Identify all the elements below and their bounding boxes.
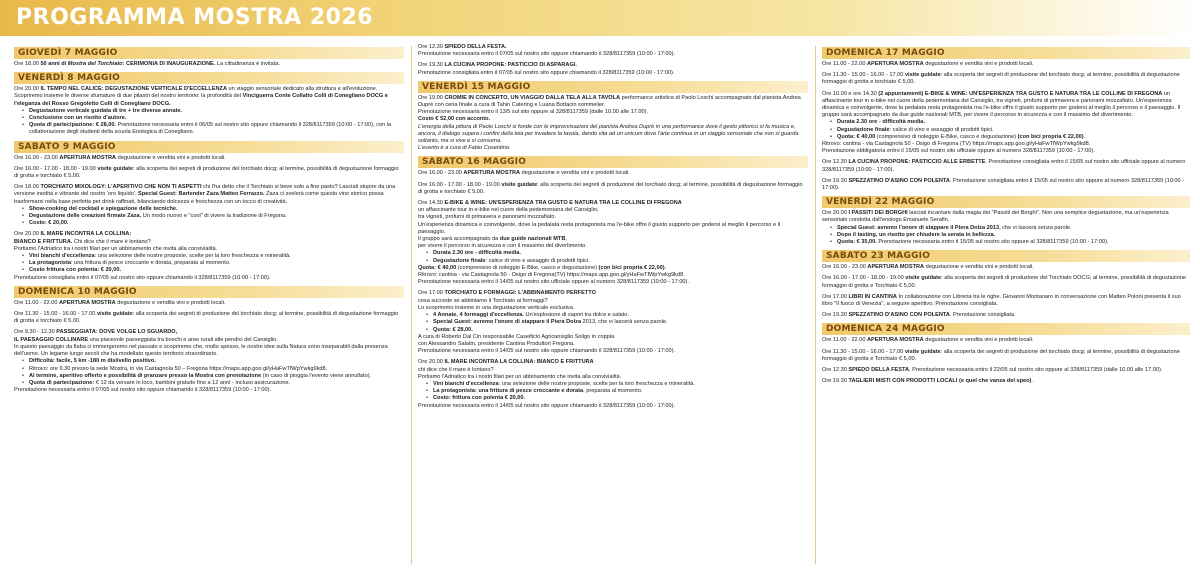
event-description — [14, 300, 404, 307]
event-entry — [418, 44, 808, 58]
event-text: La cittadinanza è invitata. — [215, 61, 281, 67]
event-highlight: Conclusione con un risotto d'autore. — [29, 115, 127, 122]
event-text: Un'esplosione di sapori tra dolce e salato. — [523, 312, 629, 319]
column-3 — [822, 44, 1190, 566]
event-text: Ore 11.30 - 15.00 - 16.00 - 17.00 — [822, 72, 905, 79]
event-entry — [822, 178, 1190, 192]
event-text: 2013, che vi lascerà senza parole. — [581, 319, 668, 326]
day-heading: SABATO 16 MAGGIO — [418, 156, 808, 168]
event-entry — [14, 311, 404, 325]
event-description — [14, 311, 404, 325]
event-highlight: (con bici propria € 22,00) — [1017, 133, 1084, 140]
event-highlight: visite guidate — [96, 311, 133, 318]
event-text: Prenotazione necessaria entro il 14/05 sul nostro sito ufficiale oppure al numero 328/8117359 (10:00 - 17:00). — [418, 279, 689, 286]
event-text: Ore 19.30 — [418, 62, 445, 69]
event-details-list — [426, 381, 808, 403]
day-heading: SABATO 9 MAGGIO — [14, 141, 404, 153]
event-highlight: due guide nazionali MTB — [499, 236, 566, 243]
event-highlight: Degustazione delle creazioni firmate Zaza. — [29, 213, 142, 220]
event-entry — [14, 166, 404, 180]
event-entry — [418, 290, 808, 355]
event-highlight: Quota: € 35,00. — [837, 239, 877, 246]
event-highlight: 4 Annate, 4 formaggi d'eccellenza. — [433, 312, 524, 319]
event-text: Ore 16.00 - 17.00 - 18.00 - 19.00 — [14, 165, 98, 172]
event-text: Ore 20.00 — [14, 86, 41, 93]
event-text: Un'esperienza dinamica e coinvolgente, dove la pedalata resta protagonista ma l'e-bike offre il giusto supporto per godersi al meglio il percorso e il paesaggio. — [418, 221, 781, 235]
event-detail-item — [426, 388, 808, 395]
event-entry — [822, 275, 1190, 289]
event-text: Un modo nuovo e "cool" di vivere la tradizione di Fregona. — [141, 213, 287, 220]
event-highlight: Vini bianchi d'eccellenza — [433, 380, 499, 387]
event-highlight: : CERIMONIA DI INAUGURAZIONE. — [122, 61, 216, 67]
event-entry — [418, 170, 808, 177]
day-heading: DOMENICA 17 MAGGIO — [822, 47, 1190, 59]
event-text: (comprensivo di noleggio E-Bike, casco e degustazione) — [456, 264, 599, 271]
event-text: , — [565, 236, 567, 243]
event-text: (comprensivo di noleggio E-Bike, casco e degustazione) — [875, 133, 1018, 140]
event-description — [418, 95, 808, 153]
event-detail-item — [22, 366, 404, 373]
event-text: Ore 12.30 — [418, 44, 445, 50]
event-text: tra vigneti, profumi di primavera e panorami mozzafiato. — [418, 214, 557, 221]
event-entry — [822, 337, 1190, 344]
event-description — [822, 159, 1190, 173]
event-details-list — [22, 108, 404, 137]
event-text: L'energia della pittura di Paolo Loschi si fonde con le improvvisazioni del pianista Andrea Duprè in una performance dove il gesto pittorico si fa musica e, ancora, il dialogo supera i confini della tela per invadere la tavola, dando vita ad un unicum dove l'arte continua in un viaggio sensoriale che non si guarda soltanto, ma si vive e si consuma. — [418, 123, 799, 145]
event-text: Ore 19.30 — [822, 378, 849, 385]
event-text: Ore 11.00 - 22.00 — [822, 61, 867, 67]
event-text: Ore 19.00 — [418, 94, 445, 101]
event-description — [822, 337, 1190, 344]
event-highlight: Dopo il tasting, un risotto per chiudere la serata in bellezza. — [837, 231, 996, 238]
event-text: Ore 14.30 — [418, 200, 445, 207]
event-details-list — [830, 225, 1190, 247]
event-detail-item — [22, 373, 404, 380]
event-highlight: SPEZZATINO D'ASINO CON POLENTA — [848, 177, 950, 184]
event-text: Ore 9.30 - 12.30 — [14, 329, 57, 336]
event-detail-item — [22, 380, 404, 387]
event-entry — [822, 91, 1190, 156]
event-text: Ore 18.00 — [14, 61, 41, 67]
event-details-list — [426, 250, 808, 264]
event-text: degustazione e vendita vini e prodotti locali. — [923, 337, 1034, 344]
event-description — [418, 359, 808, 381]
event-highlight: TORCHIATO E FORMAGGI: L'ABBINAMENTO PERFETTO — [444, 290, 596, 297]
event-details-list — [22, 206, 404, 228]
event-text: : una selezione delle nostre proposte, scelte per la loro freschezza e mineralità. — [498, 380, 695, 387]
event-text: con Alessandro Salatin, presidente Cantina Produttori Fregona. — [418, 340, 575, 347]
event-detail-item — [830, 225, 1190, 232]
event-entry — [822, 159, 1190, 173]
event-booking-note — [14, 275, 404, 282]
event-booking-note — [14, 387, 404, 394]
event-text: : alla scoperta dei segreti di produzione del torchiato docg; al termine, possibilità di degustazione formaggio di grotta e Torchiato € 5,00. — [822, 348, 1180, 362]
event-text: una piacevole passeggiata tra boschi e aree rurali alle pendici del Cansiglio. — [88, 336, 278, 343]
event-detail-item — [426, 258, 808, 265]
event-entry — [418, 95, 808, 153]
event-entry — [822, 312, 1190, 319]
event-detail-item — [22, 115, 404, 122]
event-highlight: APERTURA MOSTRA — [867, 264, 925, 271]
event-highlight: APERTURA MOSTRA — [867, 337, 924, 344]
event-text: Prenotazione necessaria entro il 06/05 sul nostro sito oppure chiamando il 328/8117359 (10:00 - 17:00), con la collaborazione degli studenti della scuola Enologica di Conegliano. — [29, 122, 392, 136]
event-highlight: SPIEDO DELLA FESTA — [848, 367, 910, 374]
event-entry — [14, 61, 404, 68]
day-heading: GIOVEDÌ 7 MAGGIO — [14, 47, 404, 59]
event-highlight: Costo: frittura con polenta € 20,00. — [433, 395, 526, 402]
event-text: lasciati incantare dalla magia dei "Passiti dei Borghi". Non una semplice degustazione, ma un'esperienza sensoriale condotta dall'enologo Emanuele Serafin. — [822, 210, 1169, 224]
event-description — [418, 290, 808, 312]
event-description — [14, 184, 404, 206]
event-highlight: visite guidate — [501, 181, 538, 188]
event-highlight: (con bici propria € 22,00) — [598, 264, 665, 271]
page-title: PROGRAMMA MOSTRA 2026 — [16, 5, 374, 30]
event-highlight: CROMIE IN CONCERTO, UN VIAGGIO DALLA TELA ALLA TAVOLA — [444, 94, 621, 101]
day-heading: DOMENICA 10 MAGGIO — [14, 286, 404, 298]
event-text: Ore 16.00 - 23.00 — [418, 170, 464, 177]
event-text: € 12 da versare in loco, bambini gratuito fino a 12 anni - incluso assicurazione. — [94, 379, 291, 386]
event-text: per vivere il percorso in sicurezza e con il massimo del divertimento. — [418, 243, 587, 250]
event-entry — [822, 210, 1190, 246]
event-text: Prenotazione necessaria entro il 13/5 sul sito oppure al 328/8117359 (dalle 10.00 alle 17.00). — [418, 109, 649, 116]
event-highlight: visite guidate — [905, 275, 942, 282]
event-highlight: (2 appuntamenti) E-BIKE & WINE: UN'ESPERIENZA TRA GUSTO E NATURA TRA LE COLLINE DI FREGONA — [878, 90, 1163, 97]
event-text: Ore 18.00 — [14, 184, 41, 191]
event-entry — [14, 155, 404, 162]
event-text: : una frittura di pesce croccante e dorata, preparata al momento. — [70, 260, 231, 267]
event-description — [822, 178, 1190, 192]
event-text: : alla scoperta dei segreti di produzione del torchiato docg; al termine, possibilità di degustazione formaggio di grotta e torchiato € 5,00. — [14, 311, 399, 325]
event-description — [822, 72, 1190, 86]
event-entry — [822, 294, 1190, 308]
event-highlight: visite guidate — [97, 165, 134, 172]
event-highlight: IL TEMPO NEL CALICE: DEGUSTAZIONE VERTICALE D'ECCELLENZA — [40, 86, 227, 93]
event-text: . Prenotazione consigliata. — [949, 312, 1016, 319]
program-columns — [14, 44, 1190, 566]
event-entry — [14, 231, 404, 281]
event-detail-item — [22, 108, 404, 115]
event-text: . — [664, 264, 667, 271]
event-highlight: Quota: € 28,00. — [433, 326, 473, 333]
event-entry — [418, 359, 808, 409]
event-text: chi l'ha detto che il Torchiato si beve solo a fine pasto? Lasciati stupire da una versione inedita e vibrante del nostro 'oro liquido'. — [14, 184, 396, 198]
event-description — [822, 378, 1190, 385]
event-text: Ore 11.00 - 22.00 — [822, 337, 867, 344]
event-text: L'evento è a cura di Fabio Cosentino. — [418, 145, 511, 152]
event-highlight: visite guidate — [904, 348, 941, 355]
event-text: : calice di vino e assaggio di prodotti tipici. — [889, 126, 994, 133]
day-heading: VENERDÌ 8 MAGGIO — [14, 72, 404, 84]
event-text: . Prenotazione necessaria entro il 22/05 sul nostro sito oppure al 328/8117359 (dalle 10.00 alle 17.00). — [909, 367, 1163, 374]
event-text: . Prenotazione consigliata entro il 15/05 sul nostro sito oppure al numero 328/8117359 (10:00 - 17:00). — [822, 177, 1185, 192]
event-detail-item — [426, 327, 808, 334]
event-highlight: IL PAESAGGIO COLLINARE — [14, 336, 89, 343]
event-highlight: Special Guest: Bartender Zaza Matteo Ferrazzo. — [138, 191, 265, 198]
event-highlight: Costo: € 20,00. — [29, 220, 69, 227]
event-text: : alla scoperta dei segreti di produzione del torchiato docg; al termine, possibilità di degustazione formaggio di grotta e torchiato € 5,00. — [822, 72, 1180, 86]
event-text: In questo paesaggio da fiaba ci immergeremo nel passato e scopriremo che, molto spesso, le nostre idee sulla Natura sono inseparabili dalla presenza dell'uomo. Un legame lungo secoli che ha modellato questo territorio straordinario. — [14, 343, 388, 358]
event-entry — [822, 61, 1190, 68]
event-detail-item — [830, 232, 1190, 239]
event-detail-item — [22, 220, 404, 227]
day-heading: VENERDÌ 22 MAGGIO — [822, 196, 1190, 208]
event-highlight: Vinciguerra Conte Collalto Colli di Conegliano DOCG e l'eleganza del Rosso Gregoletto Colli di Conegliano DOCG. — [14, 93, 388, 107]
event-description — [822, 294, 1190, 308]
event-text: Prenotazione necessaria entro il 14/05 sul nostro sito oppure chiamando il 328/8117359 (10:00 - 17:00). — [418, 348, 676, 355]
event-detail-item — [830, 119, 1190, 126]
event-highlight: Quota di partecipazione: € 28,00. — [29, 122, 117, 129]
event-booking-note — [418, 403, 808, 410]
event-description — [822, 349, 1190, 363]
event-detail-item — [22, 213, 404, 220]
event-highlight: Quota di partecipazione: — [29, 379, 95, 386]
event-entry — [822, 349, 1190, 363]
event-entry — [14, 86, 404, 136]
event-highlight: Special Guest: avremo l'onore di stappare il Piera Dolza 2013 — [837, 224, 1000, 231]
event-text: Ore 12.30 — [822, 367, 849, 374]
event-text: Ore 20.00 — [14, 231, 41, 238]
event-text: un affascinante tour in e-bike nel cuore della pedemontana del Cansiglio, — [418, 207, 599, 214]
event-text: : una selezione delle nostre proposte, scelte per la loro freschezza e mineralità. — [94, 253, 291, 260]
event-detail-item — [22, 358, 404, 365]
event-entry — [418, 62, 808, 76]
event-highlight: Difficoltà: facile, 5 km -180 m dislivello positivo. — [29, 358, 156, 365]
event-text: Ore 16.00 - 23.00 — [822, 264, 868, 271]
event-description — [14, 61, 404, 68]
event-description — [14, 231, 404, 253]
event-text: degustazione e vendita vini e prodotti locali. — [520, 170, 630, 177]
event-detail-item — [426, 319, 808, 326]
event-text: un affascinante tour in e-bike nel cuore della pedemontana del Cansiglio, tra vigneti, profumi di primavera e panorami mozzafiato. Un'esperienza dinamica e coinvolgente, dove la pedalata resta protagonista ma l'e-bike offre il giusto supporto per godersi al meglio il percorso e il paesaggio. Il gruppo sarà accompagnato da due guide nazionali MTB, per vivere il percorso in sicurezza e con il massimo del divertimento. — [822, 90, 1181, 119]
event-details-list — [426, 312, 808, 334]
event-highlight: LA CUCINA PROPONE: PASTICCIO ALLE ERBETTE — [848, 159, 986, 166]
event-text: Ore 19.30 — [822, 312, 849, 319]
event-highlight: APERTURA MOSTRA — [59, 299, 116, 306]
event-text: cosa succede se abbiniamo il Torchiato ai formaggi? — [418, 297, 548, 304]
event-text: Il gruppo sarà accompagnato da — [418, 236, 500, 243]
event-detail-item — [426, 381, 808, 388]
event-entry — [418, 200, 808, 286]
event-text: Ore 16.00 - 17.00 - 18.00 - 19.00 — [822, 275, 906, 282]
event-highlight: IL MARE INCONTRA LA COLLINA: BIANCO E FRITTURA — [444, 359, 594, 366]
event-text: : calice di vino e assaggio di prodotti tipici. — [485, 257, 590, 264]
event-description — [418, 44, 808, 58]
event-description — [14, 166, 404, 180]
event-highlight: 50 anni di — [40, 61, 68, 67]
event-text: . — [1083, 133, 1086, 140]
event-highlight: TAGLIERI MISTI CON PRODOTTI LOCALI (e quel che vanza del speo) — [848, 378, 1032, 385]
column-2 — [418, 44, 808, 566]
event-highlight: IL MARE INCONTRA LA COLLINA: — [40, 231, 132, 238]
event-highlight: APERTURA MOSTRA — [59, 154, 117, 161]
event-entry — [822, 264, 1190, 271]
day-heading: DOMENICA 24 MAGGIO — [822, 323, 1190, 335]
event-highlight: LA CUCINA PROPONE: PASTICCIO DI ASPARAGI. — [444, 62, 577, 69]
event-detail-item — [830, 134, 1190, 141]
event-description — [418, 170, 808, 177]
event-text: Prenotazione consigliata entro il 07/05 sul nostro sito oppure chiamando il 328/8117359 (10:00 - 17:00). — [418, 69, 675, 76]
event-text: degustazione e vendita vini e prodotti locali. — [924, 264, 1034, 271]
event-text: , che vi lascerà senza parole. — [999, 224, 1072, 231]
event-highlight: PASSEGGIATA: DOVE VOLGE LO SGUARDO, — [56, 329, 178, 336]
event-highlight: Mostra del Torchiato — [67, 61, 123, 67]
event-highlight: Degustazione finale — [837, 126, 890, 133]
event-text: Lo scopriremo insieme in una degustazione verticale esclusiva. — [418, 304, 575, 311]
event-text: : alla scoperta dei segreti di produzione del Torchiato DOCG; al termine, possibilità di degustazione formaggio di grotta e Torchiato € 5,00. — [822, 275, 1187, 289]
event-highlight: APERTURA MOSTRA — [463, 170, 521, 177]
event-text: degustazione e vendita vini e prodotti locali. — [115, 299, 226, 306]
event-highlight: Quota: € 40,00 — [837, 133, 876, 140]
event-detail-item — [22, 267, 404, 274]
event-entry — [418, 182, 808, 196]
event-description — [14, 155, 404, 162]
event-highlight: Show-cooking del cocktail e spiegazione delle tecniche. — [29, 205, 178, 212]
event-highlight: La protagonista: una frittura di pesce croccante e dorata — [433, 388, 584, 395]
event-text: Ore 11.30 - 15.00 - 16.00 - 17.00 — [14, 311, 97, 318]
day-heading: SABATO 23 MAGGIO — [822, 250, 1190, 262]
event-text: Ore 20.00 — [822, 210, 849, 217]
event-detail-item — [830, 127, 1190, 134]
column-divider — [411, 46, 412, 564]
event-text: : alla scoperta dei segreti di produzione del torchiato docg; al termine, possibilità di degustazione formaggio di grotta e torchiato € 5,00. — [418, 181, 803, 195]
event-text: Portiamo l'Adriatico tra i nostri filari per un abbinamento che invita alla convivialità. — [14, 245, 218, 252]
event-text: performance artistica di Paolo Loschi accompagnato dal pianista Andrea Duprè con cena finale a cura di Tahin Catering e Luana Bottacin sommelier. — [418, 94, 801, 109]
event-details-list — [830, 119, 1190, 141]
event-text: Ore 19.30 — [822, 177, 849, 184]
event-text: (in caso di pioggia l'evento viene annullato). — [261, 372, 372, 379]
event-description — [14, 329, 404, 358]
event-highlight: APERTURA MOSTRA — [867, 61, 924, 67]
event-highlight: Al termine, aperitivo offerto e possibilità di pranzare presso la Mostra con prenotazione — [29, 372, 262, 379]
event-text: Ore 10.00 e ore 14.30 — [822, 90, 879, 97]
event-description — [418, 62, 808, 76]
event-highlight: Special Guest: avremo l'onore di stappare il Piera Dolza — [433, 319, 582, 326]
event-highlight: Costo frittura con polenta: € 20,00. — [29, 267, 122, 274]
event-highlight: E-BIKE & WINE: UN'ESPERIENZA TRA GUSTO E NATURA TRA LE COLLINE DI FREGONA — [444, 200, 682, 207]
event-highlight: SPIEDO DELLA FESTA. — [444, 44, 507, 50]
event-text: , preparata al momento. — [583, 388, 643, 395]
event-entry — [14, 300, 404, 307]
event-text: Prenotazione necessaria entro il 07/05 sul nostro sito oppure chiamando il 328/8117359 (10:00 - 17:00). — [418, 51, 676, 58]
event-description — [822, 61, 1190, 68]
event-text: Chi dice che il mare è lontano? — [72, 238, 151, 245]
event-text: In collaborazione con Libreria tra le righe. Giovanni Montanaro in conversazione con Matteo Poloni presenta il suo libro "Il fuoco di Venezia", a seguire aperitivo. Prenotazione consigliata. — [822, 293, 1181, 308]
event-booking-note — [822, 141, 1190, 155]
event-text: Ore 17.00 — [418, 290, 445, 297]
event-booking-note — [418, 265, 808, 287]
event-highlight: Vini bianchi d'eccellenza — [29, 253, 95, 260]
event-highlight: Durata 2.30 ore - difficoltà media. — [837, 119, 925, 126]
event-detail-item — [22, 253, 404, 260]
event-description — [822, 210, 1190, 224]
event-text: Ore 17.00 — [822, 293, 849, 300]
event-description — [418, 182, 808, 196]
event-detail-item — [22, 122, 404, 136]
event-text: chi dice che il mare è lontano? — [418, 366, 494, 373]
event-highlight: visite guidate — [904, 72, 941, 79]
event-text: Prenotazione necessaria entro il 14/05 sul nostro sito oppure chiamando il 328/8117359 (10:00 - 17:00). — [418, 402, 676, 409]
event-text: Ritrovo: cantina - via Castagnola 50 - Osigo di Fregona (TV) https://maps.app.goo.gl/yHaFwTfWpYwkg9kd8. — [822, 141, 1091, 148]
header-banner — [0, 0, 1200, 36]
event-entry — [822, 72, 1190, 86]
event-text: Ritrovo: cantina - via Castagnola 50 - Osigo di Fregona(TV) https://maps.app.goo.gl/yHaFwTfWpYwkg9kd8. — [418, 272, 685, 279]
event-highlight: Quota: € 40,00 — [418, 264, 457, 271]
event-text: Ore 11.00 - 22.00 — [14, 299, 59, 306]
event-detail-item — [426, 395, 808, 402]
event-entry — [14, 329, 404, 394]
event-entry — [822, 367, 1190, 374]
event-text: Prenotazione necessaria entro il 07/05 sul nostro sito oppure chiamando il 328/8117359 (10:00 - 17:00). — [14, 387, 272, 394]
event-text: : alla scoperta dei segreti di produzione del torchiato docg; al termine, possibilità di degustazione formaggio di grotta e torchiato € 5,00. — [14, 165, 399, 180]
event-text: degustazione e vendita vini e prodotti locali. — [923, 61, 1034, 67]
event-detail-item — [830, 239, 1190, 246]
event-text: un viaggio sensoriale dedicato alla struttura e all'evoluzione. Scopriremo insieme le diverse sfumature di due pilastri del nostro territorio: la profondità del — [14, 86, 378, 100]
event-highlight: Durata 2.30 ore - difficoltà media. — [433, 250, 521, 257]
event-text: Ore 12.30 — [822, 159, 849, 166]
event-details-list — [22, 253, 404, 275]
event-highlight: TORCHIATO MIXOLOGY: L'APERITIVO CHE NON TI ASPETTI — [40, 184, 202, 191]
event-text: degustazione e vendita vini e prodotti locali. — [116, 154, 226, 161]
event-description — [822, 264, 1190, 271]
event-text: . — [1031, 378, 1033, 385]
event-text: A cura di Roberto Dal Cin responsabile Caseificio Agricansiglio Soligo in coppia — [418, 333, 615, 340]
event-detail-item — [426, 312, 808, 319]
event-description — [822, 312, 1190, 319]
day-heading: VENERDÌ 15 MAGGIO — [418, 81, 808, 93]
event-text: Zaza ci svelerà come questo vino storico possa trasformarsi nella base perfetta per drink raffinati, bilanciando dolcezza e freschezza con un tocco di creatività. — [14, 191, 384, 205]
column-1 — [14, 44, 404, 566]
event-description — [14, 86, 404, 108]
event-detail-item — [22, 260, 404, 267]
event-detail-item — [426, 250, 808, 257]
event-description — [822, 91, 1190, 120]
event-highlight: Degustazione finale — [433, 257, 486, 264]
event-highlight: LIBRI IN CANTINA — [848, 293, 897, 300]
event-description — [418, 200, 808, 250]
event-entry — [14, 184, 404, 227]
event-highlight: Degustazione verticale guidata di tre + tre diverse annate. — [29, 107, 183, 114]
event-description — [822, 367, 1190, 374]
event-text: Ore 16.00 - 17.00 - 18.00 - 19.00 — [418, 181, 502, 188]
event-entry — [822, 378, 1190, 385]
event-text: . Prenotazione consigliata entro il 15/05 sul nostro sito ufficiale oppure al numero 328/8117359 (10:00 - 17:00). — [822, 159, 1186, 173]
event-details-list — [22, 358, 404, 387]
event-text: Portiamo l'Adriatico tra i nostri filari per un abbinamento che invita alla convivialità. — [418, 373, 622, 380]
event-booking-note — [418, 334, 808, 356]
event-highlight: I PASSITI DEI BORGHI — [848, 210, 908, 217]
event-highlight: BIANCO E FRITTURA. — [14, 238, 73, 245]
event-description — [822, 275, 1190, 289]
event-text: Prenotazione consigliata entro il 07/05 sul nostro sito oppure chiamando il 328/8117359 (10:00 - 17:00). — [14, 274, 271, 281]
event-highlight: Costo € 52,00 con acconto. — [418, 116, 491, 123]
event-highlight: SPEZZATINO D'ASINO CON POLENTA — [848, 312, 950, 319]
event-highlight: La protagonista — [29, 260, 71, 267]
event-detail-item — [22, 206, 404, 213]
event-text: Prenotazione obbligatoria entro il 15/05 sul nostro sito ufficiale oppure al numero 328/8117359 (10:00 - 17:00). — [822, 148, 1095, 155]
event-text: Ritrovo: ore 9.30 presso la sede Mostra, in via Castagnola 50 – Fregona https://maps.app.goo.gl/yHaFwTfWpYwkg9kd8. — [29, 365, 328, 372]
column-divider — [815, 46, 816, 564]
event-text: Ore 20.00 — [418, 359, 445, 366]
event-text: Ore 16.00 - 23.00 — [14, 154, 60, 161]
event-text: Prenotazione necessaria entro il 15/05 sul nostro sito oppure al 328/8117359 (10:00 - 17:00). — [876, 239, 1109, 246]
event-text: Ore 11.30 - 15.00 - 16.00 - 17.00 — [822, 348, 905, 355]
